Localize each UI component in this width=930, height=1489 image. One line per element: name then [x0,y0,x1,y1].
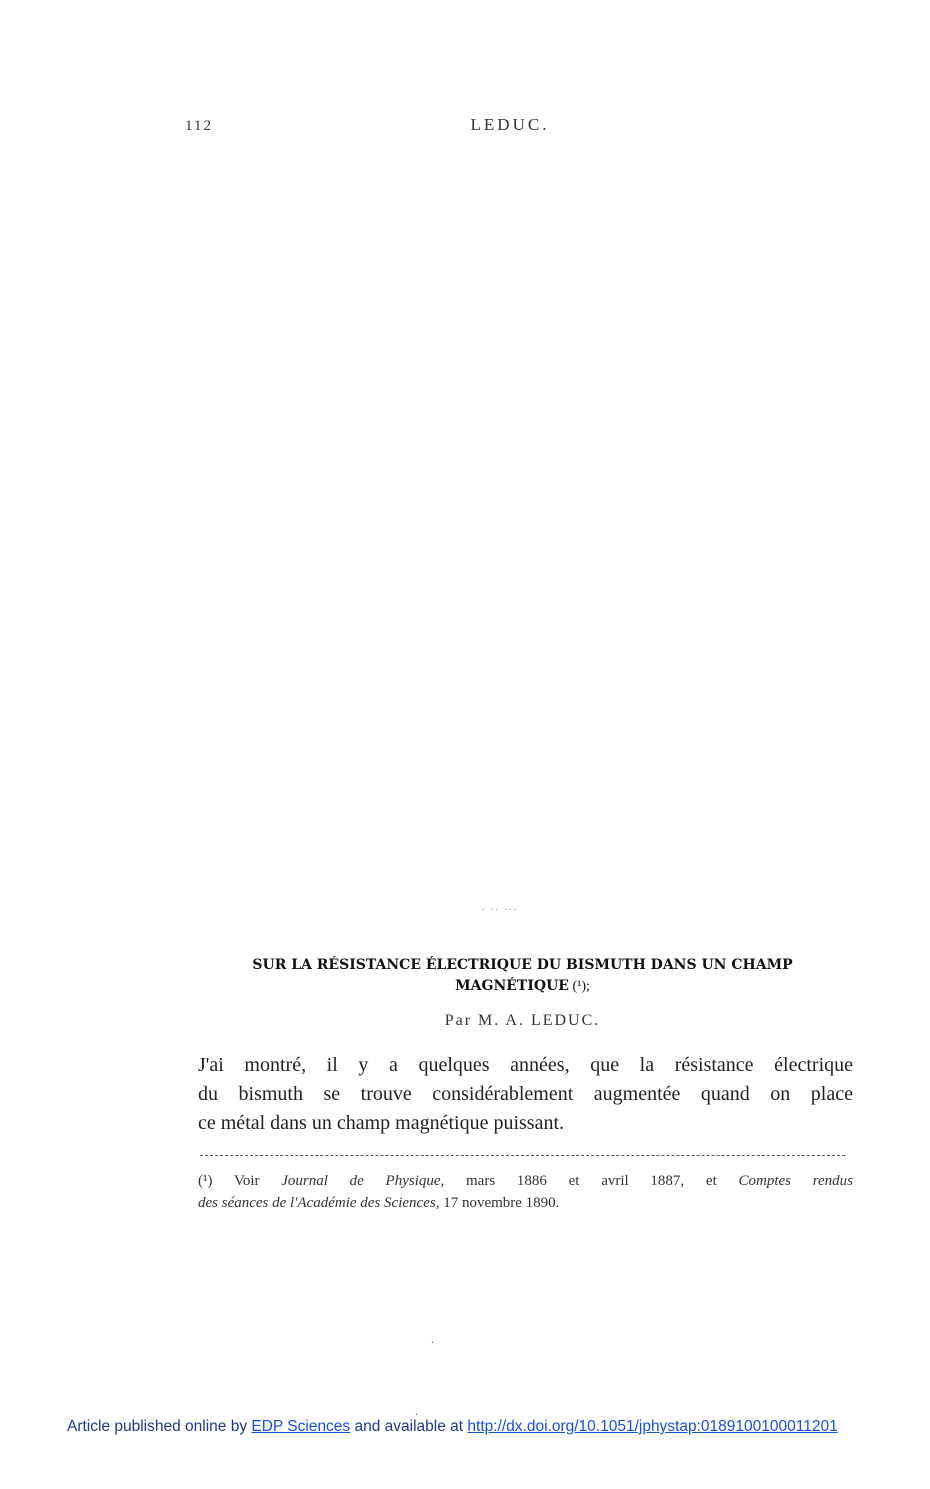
footnote-dates: mars 1886 et avril 1887, et [444,1173,739,1189]
print-specks: . .. ... [482,902,518,913]
edp-sciences-link[interactable]: EDP Sciences [251,1418,351,1435]
body-line: du bismuth se trouve considérablement augmentée quand on place [198,1083,853,1105]
print-dot: . [431,1332,434,1346]
body-line: ce métal dans un champ magnétique puissant. [198,1112,565,1134]
footnote-journal: Journal de Physique, [281,1173,445,1189]
footnote-separator [200,1155,845,1156]
title-line-2 [150,976,895,997]
doi-link[interactable]: http://dx.doi.org/10.1051/jphystap:0189100100011201 [467,1418,838,1435]
footnote-comptes: Comptes rendus [738,1173,853,1189]
page-number: 112 [185,118,213,134]
article-author: Par M. A. LEDUC. [444,1012,601,1029]
print-dot: . [415,1404,418,1418]
footnote-date-end: 17 novembre 1890. [439,1195,560,1211]
title-line-1: SUR LA RÉSISTANCE ÉLECTRIQUE DU BISMUTH DANS UN CHAMP [252,957,793,973]
publisher-prefix: Article published online by [67,1418,252,1435]
title-footnote-ref: (¹); [568,979,590,994]
publisher-middle: and available at [350,1418,468,1435]
title-line-2-text: MAGNÉTIQUE [455,978,569,994]
footnote-marker: (¹) Voir [198,1173,282,1189]
body-paragraph [198,1051,853,1138]
publisher-line [67,1418,838,1436]
running-head: LEDUC. [470,115,550,134]
footnote-line-2 [198,1192,853,1214]
footnote-seances: des séances de l'Académie des Sciences, [198,1195,440,1211]
footnote-line-1 [198,1170,853,1192]
footnote [198,1170,853,1214]
article-title [150,955,895,997]
body-line: J'ai montré, il y a quelques années, que la résistance électrique [198,1054,853,1076]
